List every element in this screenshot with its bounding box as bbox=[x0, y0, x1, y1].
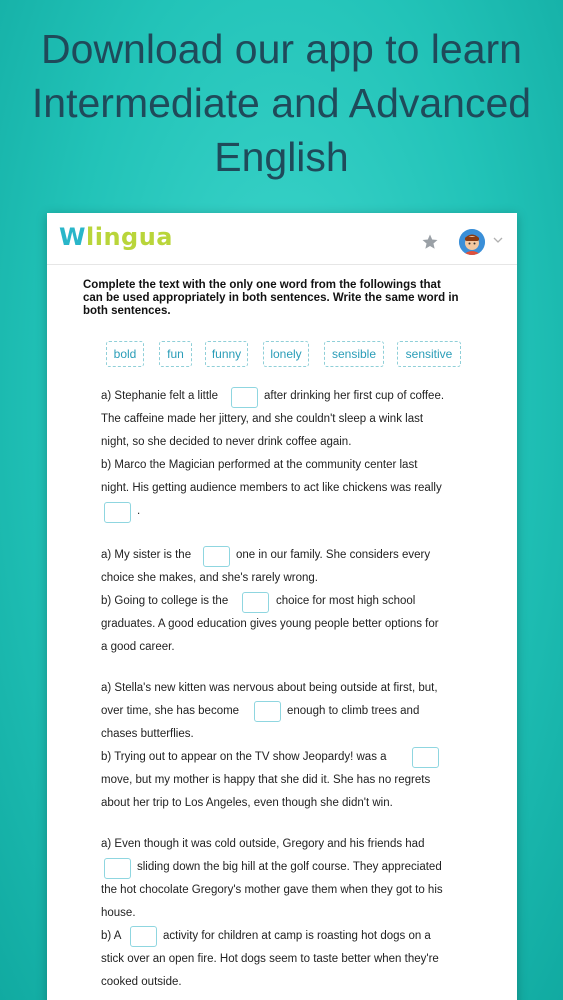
q3-text: a) Stella's new kitten was nervous about being outside at first, but, bbox=[101, 682, 438, 694]
q1-text: night. His getting audience members to act like chickens was really bbox=[101, 482, 442, 494]
word-chip-fun[interactable]: fun bbox=[159, 341, 192, 367]
q2-blank-a[interactable] bbox=[203, 546, 230, 567]
q3-blank-a[interactable] bbox=[254, 701, 281, 722]
chevron-down-icon[interactable] bbox=[493, 235, 503, 245]
word-chip-sensitive[interactable]: sensitive bbox=[397, 341, 461, 367]
star-icon[interactable] bbox=[421, 233, 439, 251]
q3-text: enough to climb trees and bbox=[287, 705, 420, 717]
q4-text: cooked outside. bbox=[101, 976, 182, 988]
app-screen bbox=[47, 213, 517, 1000]
q3-text: over time, she has become bbox=[101, 705, 240, 717]
word-bank bbox=[106, 341, 506, 367]
exercise-instructions: Complete the text with the only one word from the followings that can be used appropriately in both sentences. Write the same word in both sentences. bbox=[83, 279, 459, 317]
q4-blank-a[interactable] bbox=[104, 858, 131, 879]
q1-text: . bbox=[137, 505, 141, 517]
q2-text: choice she makes, and she's rarely wrong. bbox=[101, 572, 318, 584]
promo-line-2: Intermediate and Advanced bbox=[31, 80, 532, 126]
q2-text: a good career. bbox=[101, 641, 175, 653]
q1-blank-a[interactable] bbox=[231, 387, 258, 408]
q3-blank-b[interactable] bbox=[412, 747, 439, 768]
app-header bbox=[47, 213, 517, 265]
q1-text: The caffeine made her jittery, and she couldn't sleep a wink last bbox=[101, 413, 424, 425]
q2-text: graduates. A good education gives young people better options for bbox=[101, 618, 439, 630]
q4-text: b) A bbox=[101, 930, 122, 942]
q4-text: the hot chocolate Gregory's mother gave them when they got to his bbox=[101, 884, 443, 896]
word-chip-lonely[interactable]: lonely bbox=[263, 341, 309, 367]
q3-text: about her trip to Los Angeles, even though she didn't win. bbox=[101, 797, 393, 809]
q4-text: house. bbox=[101, 907, 136, 919]
word-chip-sensible[interactable]: sensible bbox=[324, 341, 384, 367]
promo-headline bbox=[0, 22, 563, 184]
promo-line-1: Download our app to learn bbox=[41, 26, 522, 72]
q4-blank-b[interactable] bbox=[130, 926, 157, 947]
q1-text: b) Marco the Magician performed at the community center last bbox=[101, 459, 418, 471]
q1-text: a) Stephanie felt a little bbox=[101, 390, 218, 402]
q2-text: one in our family. She considers every bbox=[236, 549, 431, 561]
word-chip-bold[interactable]: bold bbox=[106, 341, 144, 367]
q2-text: b) Going to college is the bbox=[101, 595, 229, 607]
q4-text: stick over an open fire. Hot dogs seem to taste better when they're bbox=[101, 953, 439, 965]
q2-text: a) My sister is the bbox=[101, 549, 192, 561]
q1-blank-b[interactable] bbox=[104, 502, 131, 523]
promo-line-3: English bbox=[214, 134, 349, 180]
avatar[interactable] bbox=[459, 229, 485, 255]
q2-blank-b[interactable] bbox=[242, 592, 269, 613]
q3-text: b) Trying out to appear on the TV show Jeopardy! was a bbox=[101, 751, 387, 763]
q1-text: night, so she decided to never drink coffee again. bbox=[101, 436, 352, 448]
q3-text: chases butterflies. bbox=[101, 728, 194, 740]
q4-text: activity for children at camp is roasting hot dogs on a bbox=[163, 930, 431, 942]
q1-text: after drinking her first cup of coffee. bbox=[264, 390, 445, 402]
q4-text: sliding down the big hill at the golf course. They appreciated bbox=[137, 861, 442, 873]
q2-text: choice for most high school bbox=[276, 595, 416, 607]
wlingua-logo: Wlingua bbox=[59, 223, 173, 251]
q4-text: a) Even though it was cold outside, Gregory and his friends had bbox=[101, 838, 425, 850]
q3-text: move, but my mother is happy that she did it. She has no regrets bbox=[101, 774, 431, 786]
word-chip-funny[interactable]: funny bbox=[205, 341, 248, 367]
